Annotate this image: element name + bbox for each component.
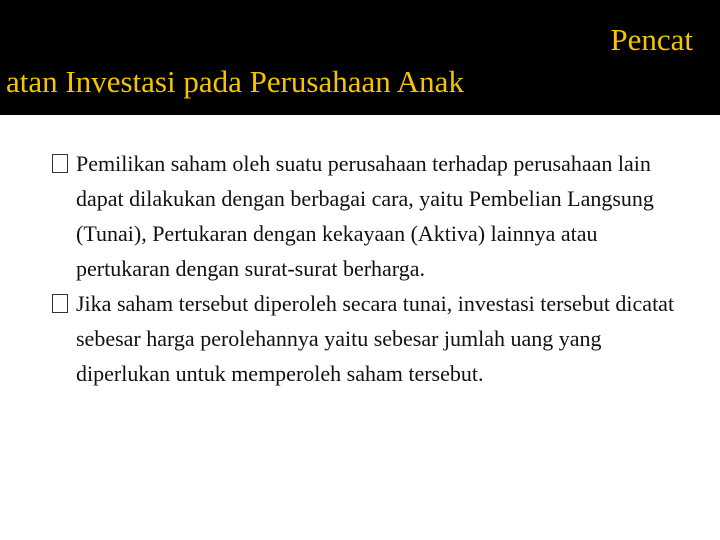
slide-title-line-2: atan Investasi pada Perusahaan Anak bbox=[6, 64, 464, 99]
bullet-item bbox=[52, 146, 692, 286]
slide-title-line-1: Pencat bbox=[610, 22, 693, 57]
slide-body bbox=[52, 146, 692, 391]
bullet-item bbox=[52, 286, 692, 391]
title-band bbox=[0, 0, 720, 115]
bullet-text: Jika saham tersebut diperoleh secara tunai, investasi tersebut dicatat sebesar harga perolehannya yaitu sebesar jumlah uang yang diperlukan untuk memperoleh saham tersebut. bbox=[76, 291, 675, 386]
bullet-box-icon bbox=[52, 154, 68, 173]
bullet-box-icon bbox=[52, 294, 68, 313]
bullet-text: Pemilikan saham oleh suatu perusahaan terhadap perusahaan lain dapat dilakukan dengan berbagai cara, yaitu Pembelian Langsung (Tunai), Pertukaran dengan kekayaan (Aktiva) lainnya atau pertukaran dengan surat-surat berharga. bbox=[76, 151, 654, 281]
